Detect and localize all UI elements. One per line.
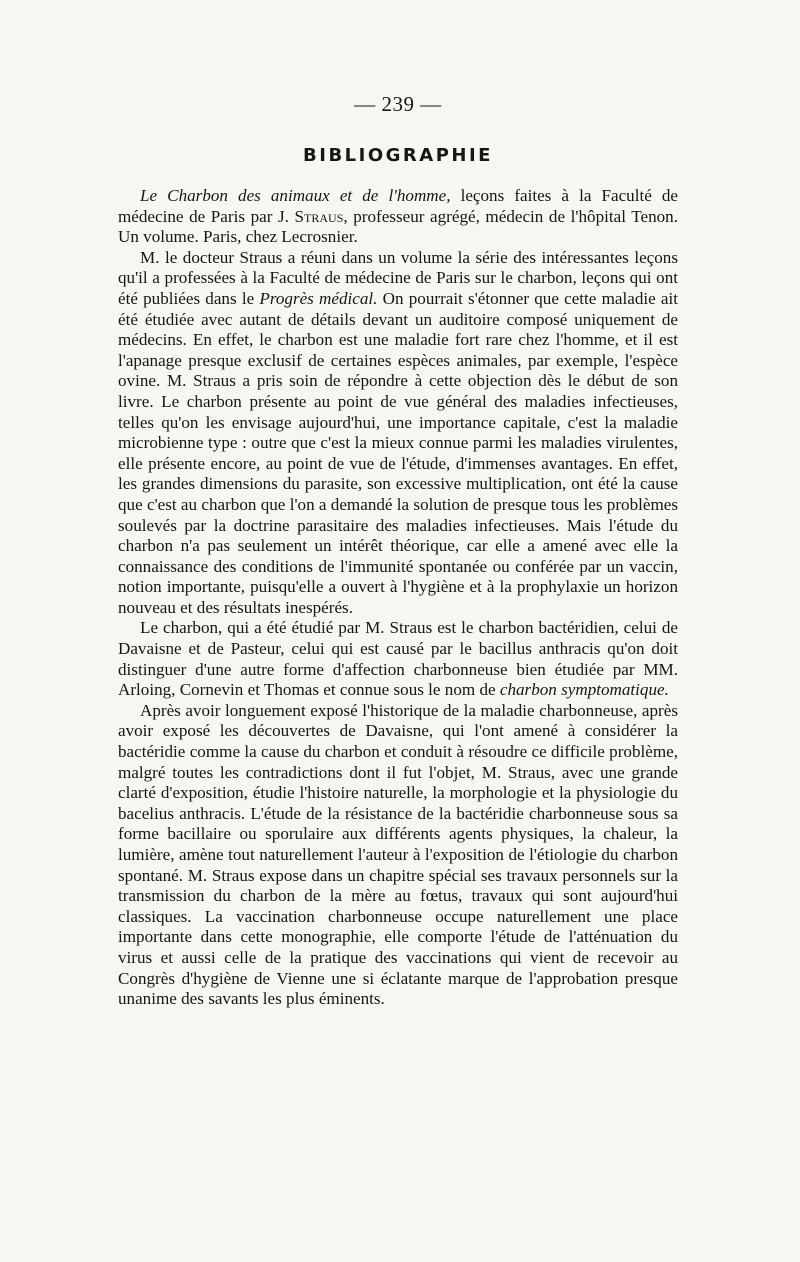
disease-term: charbon symptomatique. — [499, 680, 669, 700]
body-text — [118, 186, 678, 1010]
review-paragraph-1 — [118, 248, 678, 619]
journal-title: Progrès médical. — [259, 288, 378, 308]
citation-paragraph — [118, 186, 678, 248]
author-name: Straus — [294, 206, 344, 226]
paragraph-1-text-end: On pourrait s'étonner que cette maladie ait été étudiée avec autant de détails devant un auditoire composé uniquement de médecins. En effet, le charbon est une maladie fort rare chez l'homme, et il est l'apanage presque exclusif de certaines espèces animales, par exemple, l'espèce ovine. M. Straus a pris soin de répondre à cette objection dès le début de son livre. Le charbon présente au point de vue général des maladies infectieuses, telles qu'on les envisage aujourd'hui, une importance capitale, c'est la maladie microbienne type : outre que c'est la mieux connue parmi les maladies virulentes, elle présente encore, au point de vue de l'étude, d'immenses avantages. En effet, les grandes dimensions du parasite, son excessive multiplication, ont été la cause que c'est au charbon que l'on a demandé la solution de presque tous les problèmes soulevés par la doctrine parasitaire des maladies infectieuses. Mais l'étude du charbon n'a pas seulement un intérêt théorique, car elle a amené avec elle la connaissance des conditions de l'immunité spontanée ou conférée par un vaccin, notion importante, puisqu'elle a ouvert à l'hygiène et à la prophylaxie un horizon nouveau et des résultats inespérés. — [118, 288, 678, 617]
citation-text-end: , professeur agrégé, médecin de l'hôpital Tenon. Un volume. Paris, chez Lecrosnier. — [118, 206, 678, 247]
section-heading: BIBLIOGRAPHIE — [303, 145, 493, 166]
paragraph-2-text: Le charbon, qui a été étudié par M. Straus est le charbon bactéridien, celui de Davaisne et de Pasteur, celui qui est causé par le bacillus anthracis qu'on doit distinguer d'une autre forme d'affection charbonneuse bien étudiée par MM. Arloing, Cornevin et Thomas et connue sous le nom de — [118, 618, 678, 700]
review-paragraph-3: Après avoir longuement exposé l'historique de la maladie charbonneuse, après avoir exposé les découvertes de Davaisne, qui l'ont amené à considérer la bactéridie comme la cause du charbon et conduit à résoudre ce difficile problème, malgré toutes les contradictions dont il fut l'objet, M. Straus, avec une grande clarté d'exposition, étudie l'histoire naturelle, la morphologie et la physiologie du bacelius anthracis. L'étude de la résistance de la bactéridie charbonneuse sous sa forme bacillaire ou sporulaire aux différents agents physiques, la chaleur, la lumière, amène tout naturellement l'auteur à l'exposition de l'étiologie du charbon spontané. M. Straus expose dans un chapitre spécial ses travaux personnels sur la transmission du charbon de la mère au fœtus, travaux qui sont aujourd'hui classiques. La vaccination charbonneuse occupe naturellement une place importante dans cette monographie, elle comporte l'étude de l'atténuation du virus et aussi celle de la pratique des vaccinations qui vient de recevoir au Congrès d'hygiène de Vienne une si éclatante marque de l'approbation presque unanime des savants les plus éminents. — [118, 700, 678, 1009]
citation-text: leçons faites à la Faculté de médecine de Paris par J. — [118, 186, 678, 226]
book-title: Le Charbon des animaux et de l'homme, — [140, 186, 451, 205]
paragraph-1-text: M. le docteur Straus a réuni dans un volume la série des intéressantes leçons qu'il a professées à la Faculté de médecine de Paris sur le charbon, leçons qui ont été publiées dans le — [118, 247, 678, 308]
page-number: — 239 — — [354, 92, 442, 116]
review-paragraph-2 — [118, 618, 678, 700]
